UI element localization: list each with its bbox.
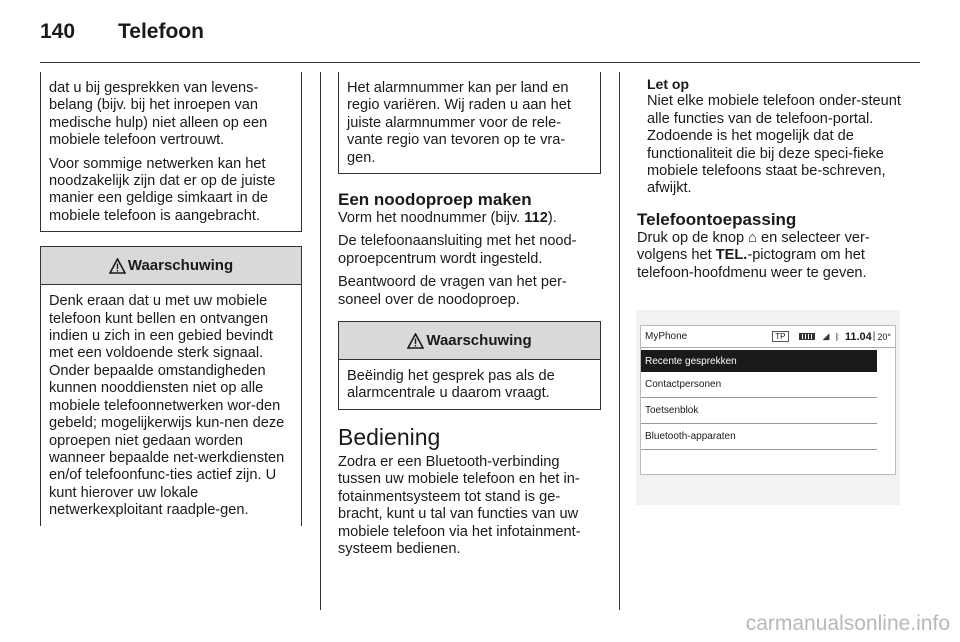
- paragraph-operation: Zodra er een Bluetooth-verbinding tussen uw mobiele telefoon en het in-fotainmentsysteem tot stand is ge-bracht, kunt u tal van functies van uw mobiele telefoon via het infotainment-systeem bedienen.: [338, 453, 581, 557]
- tp-badge: TP: [772, 331, 788, 342]
- menu-item-contacts[interactable]: Contactpersonen: [641, 372, 877, 398]
- column-2: [338, 72, 601, 564]
- menu-item-keypad[interactable]: Toetsenblok: [641, 398, 877, 424]
- status-bar: MyPhone TP ◢ ᛒ 11.04 | 20°: [641, 326, 895, 348]
- warning-text: Beëindig het gesprek pas als de alarmcentrale u daarom vraagt.: [347, 368, 555, 402]
- home-icon: ⌂: [748, 229, 757, 246]
- warning-text: Denk eraan dat u met uw mobiele telefoon kunt bellen en ontvangen indien u zich in een gebied bevindt met een voldoende sterk signaal. Onder bepaalde omstandigheden kunnen nooddiensten niet op alle mobiele telefoonnetwerken wor-den gebeld; mogelijkerwijs kun-nen deze oproepen niet gedaan worden wanneer bepaalde net-werkdiensten en/of telefoonfunc-ties actief zijn. U kunt hierover uw lokale netwerkexploitant raadple-gen.: [49, 293, 285, 519]
- column-3: [637, 76, 901, 288]
- battery-icon: [799, 333, 815, 340]
- alarm-number-box: [338, 72, 601, 174]
- phone-menu-screenshot: [636, 310, 900, 505]
- page-title: Telefoon: [118, 20, 204, 43]
- warning-box-1: [40, 246, 302, 525]
- warning-triangle-icon: [407, 333, 424, 349]
- clock: 11.04: [844, 330, 872, 343]
- column-divider-1: [320, 72, 321, 610]
- menu-item-recent-calls[interactable]: Recente gesprekken: [641, 350, 877, 372]
- heading-emergency-call: Een noodoproep maken: [338, 190, 532, 210]
- paragraph-answer: Beantwoord de vragen van het per-soneel over de noodoproep.: [338, 274, 567, 308]
- heading-operation: Bediening: [338, 423, 441, 450]
- column-1: [40, 72, 302, 526]
- note-text: Niet elke mobiele telefoon onder-steunt alle functies van de telefoon-portal. Zodoende is het mogelijk dat de functionaliteit die bij deze speci-fieke mobiele telefoons staat be-schreven, afwijkt.: [647, 93, 901, 197]
- warning-title: Waarschuwing: [127, 257, 234, 275]
- screen-title: MyPhone: [645, 331, 688, 342]
- warning-box-2: [338, 321, 601, 410]
- paragraph-dial: Vorm het noodnummer (bijv. 112).: [338, 210, 557, 227]
- warning-header: [41, 247, 301, 285]
- bluetooth-icon: ᛒ: [834, 331, 840, 342]
- paragraph-phone-app: Druk op de knop ⌂ en selecteer ver-volgens het TEL.-pictogram om het telefoon-hoofdmenu weer te geven.: [637, 229, 870, 281]
- alarm-number-text: Het alarmnummer kan per land en regio variëren. Wij raden u aan het juiste alarmnummer voor de rele-vante regio van tevoren op te vra-gen.: [347, 80, 571, 166]
- emergency-number: 112: [524, 210, 548, 227]
- paragraph-connection: De telefoonaansluiting met het nood-oproepcentrum wordt ingesteld.: [338, 233, 577, 267]
- menu-item-bluetooth-devices[interactable]: Bluetooth-apparaten: [641, 424, 877, 450]
- box-paragraph-2: Voor sommige netwerken kan het noodzakelijk zijn dat er op de juiste manier een geldige simkaart in de mobiele telefoon is aangebracht.: [49, 155, 276, 224]
- watermark: carmanualsonline.info: [745, 612, 950, 635]
- infotainment-display: [640, 325, 896, 475]
- temperature: 20°: [877, 331, 891, 342]
- warning-header: [339, 322, 600, 360]
- heading-phone-app: Telefoontoepassing: [637, 209, 797, 229]
- box-paragraph-1: dat u bij gesprekken van levens-belang (bijv. bij het inroepen van medische hulp) niet alleen op een mobiele telefoon vertrouwt.: [49, 80, 268, 149]
- note-title: Let op: [647, 76, 689, 92]
- warning-triangle-icon: [109, 258, 126, 274]
- warning-title: Waarschuwing: [426, 331, 532, 349]
- page-header: [40, 20, 204, 50]
- header-rule: [40, 62, 920, 63]
- signal-icon: ◢: [822, 331, 830, 341]
- warning-continuation-box: [40, 72, 302, 232]
- column-divider-2: [619, 72, 620, 610]
- page-number: 140: [40, 20, 76, 43]
